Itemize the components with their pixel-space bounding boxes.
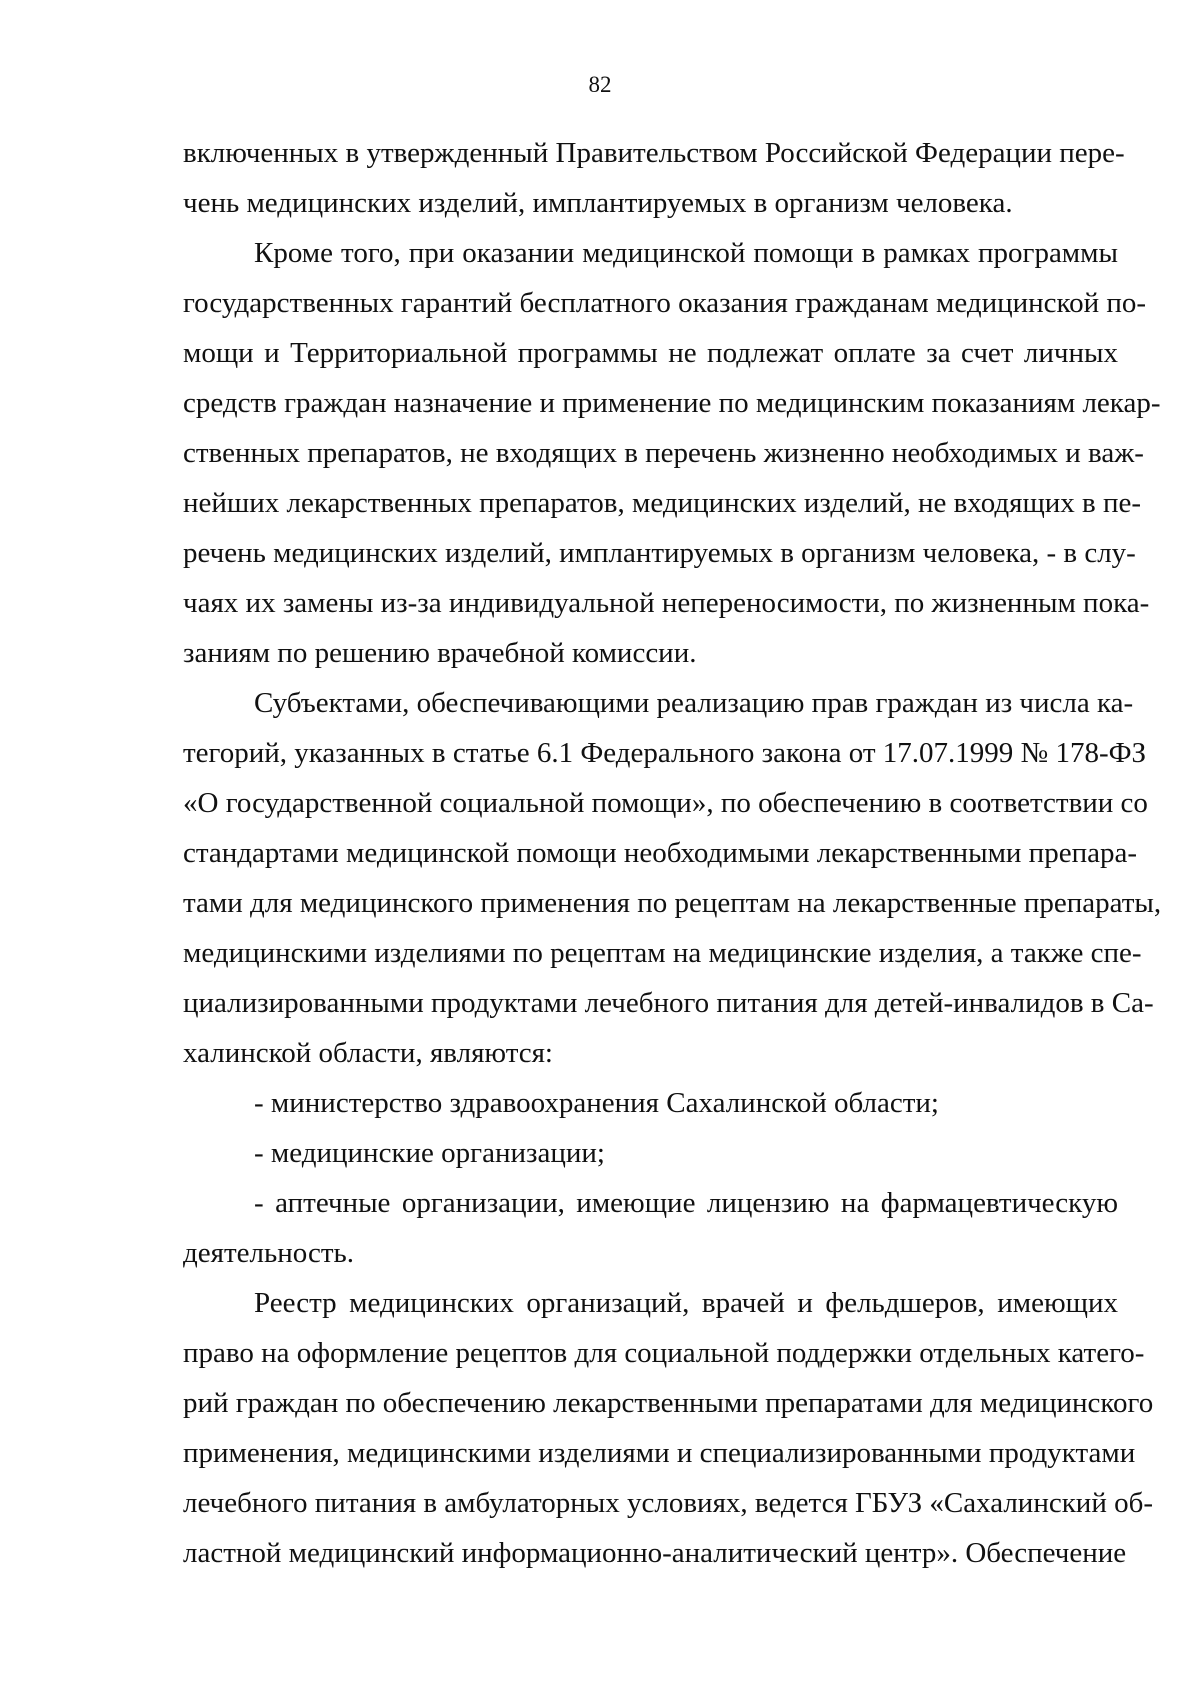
paragraph	[183, 1278, 1154, 1578]
text-line: Реестр медицинских организаций, врачей и фельдшеров, имеющих	[254, 1287, 1118, 1319]
text-line: включенных в утвержденный Правительством Российской Федерации пере-	[183, 137, 1125, 169]
text-line: стандартами медицинской помощи необходимыми лекарственными препара-	[183, 837, 1137, 869]
text-line: государственных гарантий бесплатного оказания гражданам медицинской по-	[183, 287, 1147, 319]
text-line: мощи и Территориальной программы не подлежат оплате за счет личных	[183, 337, 1118, 369]
text-line: применения, медицинскими изделиями и специализированными продуктами	[183, 1437, 1136, 1469]
text-line: - аптечные организации, имеющие лицензию на фармацевтическую	[254, 1187, 1118, 1219]
text-line: тами для медицинского применения по рецептам на лекарственные препараты,	[183, 887, 1162, 919]
text-line: ластной медицинский информационно-аналитический центр». Обеспечение	[183, 1537, 1127, 1569]
list-item	[183, 1078, 1118, 1128]
text-line: лечебного питания в амбулаторных условиях, ведется ГБУЗ «Сахалинский об-	[183, 1487, 1153, 1519]
text-line: заниям по решению врачебной комиссии.	[183, 637, 697, 669]
text-line: речень медицинских изделий, имплантируемых в организм человека, - в слу-	[183, 537, 1136, 569]
text-line: средств граждан назначение и применение по медицинским показаниям лекар-	[183, 387, 1161, 419]
paragraph	[183, 678, 1162, 1078]
text-line: чаях их замены из-за индивидуальной непереносимости, по жизненным пока-	[183, 587, 1150, 619]
text-line: деятельность.	[183, 1237, 354, 1269]
text-line: нейших лекарственных препаратов, медицинских изделий, не входящих в пе-	[183, 487, 1142, 519]
text-line: Субъектами, обеспечивающими реализацию прав граждан из числа ка-	[254, 687, 1134, 719]
text-line: ственных препаратов, не входящих в перечень жизненно необходимых и важ-	[183, 437, 1144, 469]
text-line: циализированными продуктами лечебного питания для детей-инвалидов в Са-	[183, 987, 1154, 1019]
text-line: рий граждан по обеспечению лекарственными препаратами для медицинского	[183, 1387, 1154, 1419]
text-line: - министерство здравоохранения Сахалинской области;	[254, 1087, 939, 1119]
text-line: - медицинские организации;	[254, 1137, 605, 1169]
text-line: чень медицинских изделий, имплантируемых в организм человека.	[183, 187, 1013, 219]
text-line: «О государственной социальной помощи», по обеспечению в соответствии со	[183, 787, 1148, 819]
text-line: Кроме того, при оказании медицинской помощи в рамках программы	[254, 237, 1118, 269]
list-item	[183, 1128, 1118, 1178]
list-item	[183, 1178, 1118, 1278]
text-line: право на оформление рецептов для социальной поддержки отдельных катего-	[183, 1337, 1145, 1369]
text-line: тегорий, указанных в статье 6.1 Федерального закона от 17.07.1999 № 178-ФЗ	[183, 737, 1147, 769]
paragraph	[183, 128, 1125, 228]
document-body	[183, 128, 1162, 1578]
text-line: медицинскими изделиями по рецептам на медицинские изделия, а также спе-	[183, 937, 1142, 969]
page-number: 82	[588, 72, 612, 97]
text-line: халинской области, являются:	[183, 1037, 553, 1069]
paragraph	[183, 228, 1161, 678]
